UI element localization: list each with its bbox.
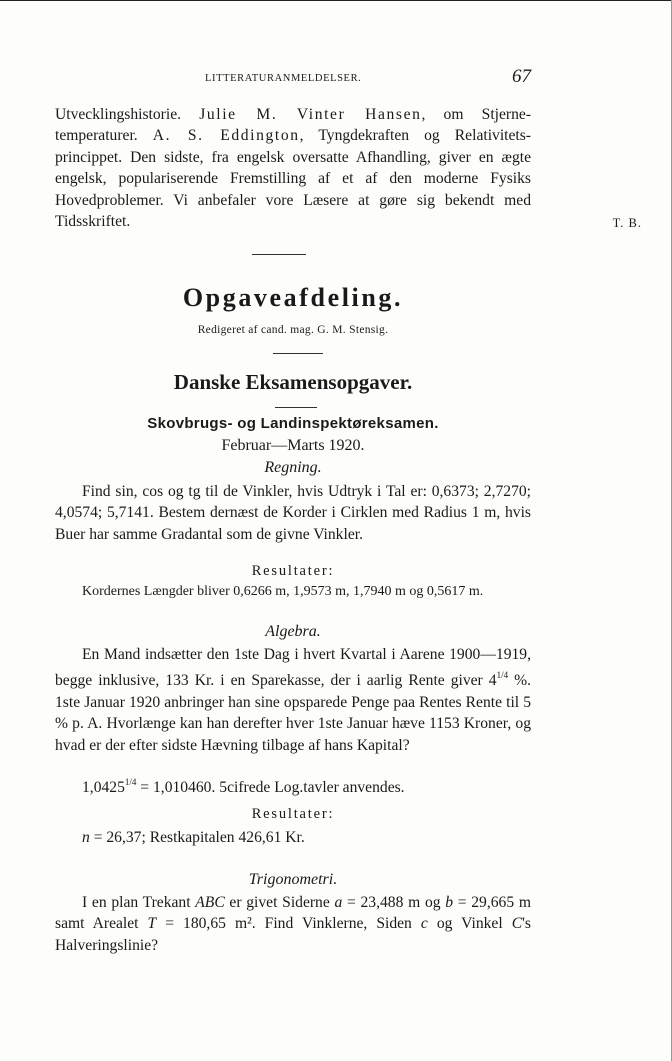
triangle-name: ABC xyxy=(195,894,225,911)
algebra-text: %. 1ste Januar 1920 anbringer han sine opsparede Penge paa Rentes Rente til 5 % p. A. Hvorlænge kan han derefter hver 1ste Januar hæve 1153 Kroner, og hvad er der efter sidste Hævning tilbage af hans Kapital? xyxy=(55,672,531,754)
trig-text: 's Halveringslinie? xyxy=(55,915,531,954)
algebra-formula xyxy=(55,772,531,798)
section-title: Opgaveafdeling. xyxy=(182,283,404,312)
review-text: , om Stjerne- xyxy=(421,106,532,123)
section-editor: Redigeret af cand. mag. G. M. Stensig. xyxy=(197,324,389,336)
side-a: a xyxy=(334,894,343,911)
divider-rule xyxy=(252,254,306,255)
author-name: Julie M. Vinter Hansen xyxy=(199,106,422,123)
trig-text: = 29,665 m samt Arealet xyxy=(55,894,531,933)
algebra-results xyxy=(55,827,531,848)
formula-exponent: 1/4 xyxy=(124,777,137,787)
author-name: A. S. Eddington xyxy=(152,127,300,145)
side-b: b xyxy=(445,894,454,911)
side-c: c xyxy=(420,915,428,933)
formula-rest: = 1,010460. 5cifrede Log.tavler anvendes. xyxy=(136,779,405,796)
trigonometri-problem xyxy=(55,892,531,956)
trig-text: = 23,488 m og xyxy=(342,894,446,911)
review-text: Utvecklingshistorie. xyxy=(55,106,200,123)
exam-name: Skovbrugs- og Landinspektøreksamen. xyxy=(147,415,439,432)
exam-date: Februar—Marts 1920. xyxy=(221,437,365,454)
review-signature: T. B. xyxy=(612,216,642,230)
regning-results-text: Kordernes Længder bliver 0,6266 m, 1,9573 m, 1,7940 m og 0,5617 m. xyxy=(82,584,484,599)
divider-rule xyxy=(273,353,323,354)
angle-C: C xyxy=(511,915,523,933)
results-variable: n xyxy=(82,829,90,846)
regning-heading: Regning. xyxy=(264,459,322,476)
trig-text: og Vinkel xyxy=(427,915,512,933)
page-number: 67 xyxy=(512,66,531,87)
page-header xyxy=(55,66,531,92)
algebra-heading: Algebra. xyxy=(265,623,321,640)
regning-text: Find sin, cos og tg til de Vinkler, hvis Udtryk i Tal er: 0,6373; 2,7270; 4,0574; 5,7141. Bestem dernæst de Korder i Cirklen med Radius 1 m, hvis Buer har samme Gradantal som de givne Vinkler. xyxy=(55,483,531,543)
regning-results xyxy=(55,582,531,602)
regning-results-heading: Resultater: xyxy=(251,563,335,579)
formula-base: 1,0425 xyxy=(82,779,125,796)
divider-rule xyxy=(275,407,317,408)
trig-text: I en plan Trekant xyxy=(82,894,196,911)
running-head: LITTERATURANMELDELSER. xyxy=(205,73,362,84)
review-text: princippet. Den sidste, fra engelsk oversatte Afhandling, giver en ægte engelsk, populariserende Fremstilling af et af den moderne Fysiks Hovedproblemer. Vi anbefaler vore Læsere at gøre sig bekendt med Tidsskriftet. xyxy=(55,148,531,231)
review-text: , Tyngdekraften og Relativitets- xyxy=(299,127,532,145)
review-paragraph xyxy=(55,104,531,232)
subsection-title: Danske Eksamensopgaver. xyxy=(173,370,413,394)
algebra-problem xyxy=(55,644,531,756)
area-T: T xyxy=(147,915,157,933)
algebra-fraction: 1/4 xyxy=(496,670,509,681)
algebra-results-text: = 26,37; Restkapitalen 426,61 Kr. xyxy=(89,829,305,846)
top-edge-line xyxy=(0,0,672,1)
review-text: temperaturer. xyxy=(55,127,153,145)
trig-text: = 180,65 m². Find Vinklerne, Siden xyxy=(156,915,421,933)
trig-text: er givet Siderne xyxy=(224,894,335,911)
algebra-text: En Mand indsætter den 1ste Dag i hvert Kvartal i Aarene 1900—1919, begge inklusive, 133 Kr. i en Sparekasse, der i aarlig Rente giver 4 xyxy=(55,646,531,690)
regning-problem xyxy=(55,481,531,545)
algebra-results-heading: Resultater: xyxy=(251,806,335,822)
trigonometri-heading: Trigonometri. xyxy=(248,871,338,888)
